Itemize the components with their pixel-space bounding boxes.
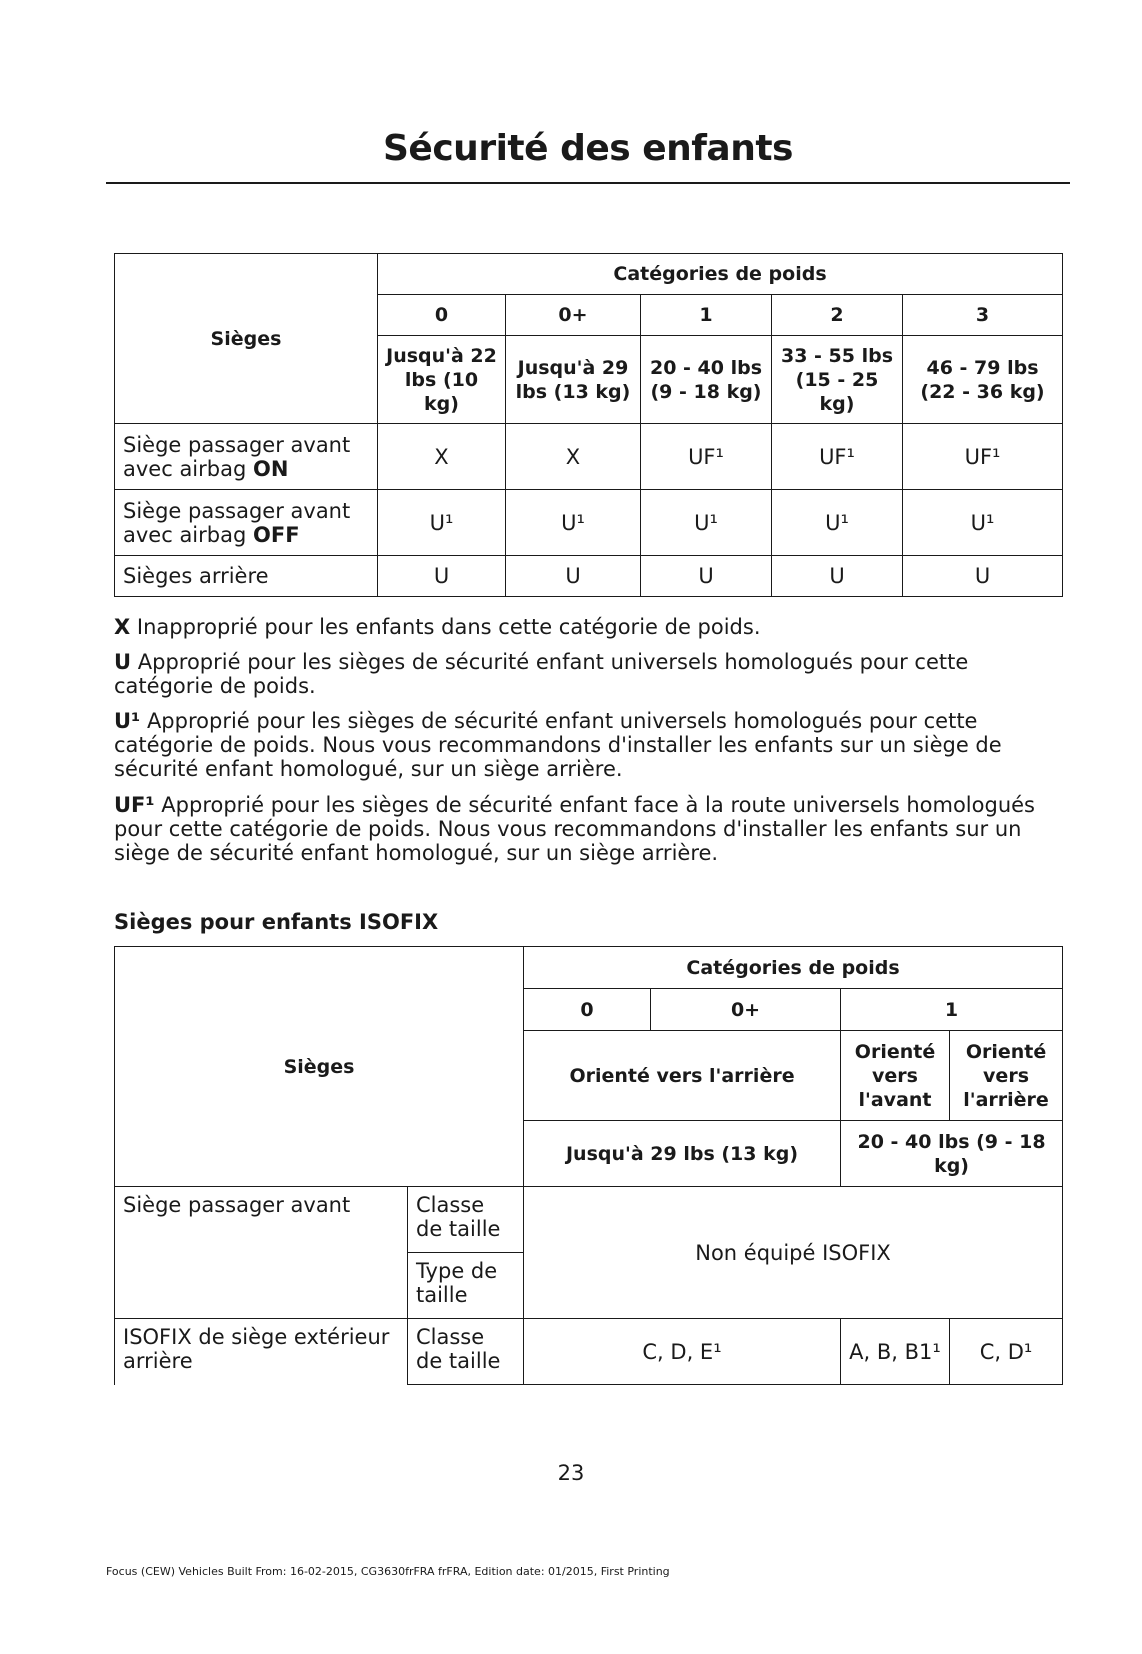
table-cell: U <box>378 556 506 597</box>
table-cell: U <box>641 556 772 597</box>
table-cell: X <box>506 424 641 490</box>
row-label-rear-outboard: ISOFIX de siège extérieur arrière <box>115 1319 408 1385</box>
legend-u: U Approprié pour les sièges de sécurité enfant universels homologués pour cette catégorie de poids. <box>114 650 969 698</box>
table-cell: U <box>772 556 903 597</box>
size-class-label: Classe de taille <box>408 1319 524 1385</box>
rear-facing-header: Orienté vers l'arrière <box>524 1031 841 1121</box>
table-cell: UF¹ <box>641 424 772 490</box>
group-1: 1 <box>641 295 772 336</box>
weight-20-40: 20 - 40 lbs (9 - 18 kg) <box>841 1121 1063 1187</box>
group-3: 3 <box>903 295 1063 336</box>
table-cell: U¹ <box>641 490 772 556</box>
row-label-front-passenger: Siège passager avant <box>115 1187 408 1319</box>
table-cell: U¹ <box>378 490 506 556</box>
size-type-label: Type de taille <box>408 1253 524 1319</box>
isofix-heading: Sièges pour enfants ISOFIX <box>114 910 439 934</box>
legend-u1: U¹ Approprié pour les sièges de sécurité enfant universels homologués pour cette catégorie de poids. Nous vous recommandons d'installer les enfants sur un siège de sécurité enfant homologué, sur un siège arrière. <box>114 709 1002 781</box>
table-cell: X <box>378 424 506 490</box>
table-cell: U¹ <box>772 490 903 556</box>
table-cell: U <box>903 556 1063 597</box>
table-cell: C, D¹ <box>950 1319 1063 1385</box>
group-0: 0 <box>378 295 506 336</box>
row-label: Siège passager avant avec airbag OFF <box>115 490 378 556</box>
rear-facing-g1: Orienté vers l'arrière <box>950 1031 1063 1121</box>
group-2: 2 <box>772 295 903 336</box>
table-row <box>115 490 1063 556</box>
row-label: Sièges arrière <box>115 556 378 597</box>
weight-up-to-29: Jusqu'à 29 lbs (13 kg) <box>524 1121 841 1187</box>
isofix-seats-header: Sièges <box>115 947 524 1187</box>
page-title: Sécurité des enfants <box>383 128 793 169</box>
table-cell: UF¹ <box>903 424 1063 490</box>
weight-group-0plus: Jusqu'à 29 lbs (13 kg) <box>506 336 641 424</box>
isofix-table <box>114 946 1063 1385</box>
table-cell: C, D, E¹ <box>524 1319 841 1385</box>
table-cell: U¹ <box>506 490 641 556</box>
table-cell: A, B, B1¹ <box>841 1319 950 1385</box>
weight-categories-header: Catégories de poids <box>378 254 1063 295</box>
weight-group-3: 46 - 79 lbs (22 - 36 kg) <box>903 336 1063 424</box>
weight-group-1: 20 - 40 lbs (9 - 18 kg) <box>641 336 772 424</box>
isofix-group-0plus: 0+ <box>651 989 841 1031</box>
row-label: Siège passager avant avec airbag ON <box>115 424 378 490</box>
table-cell: U¹ <box>903 490 1063 556</box>
page-number: 23 <box>557 1461 585 1485</box>
table-cell: U <box>506 556 641 597</box>
legend-uf1: UF¹ Approprié pour les sièges de sécurité enfant face à la route universels homologués pour cette catégorie de poids. Nous vous recommandons d'installer les enfants sur un siège de sécurité enfant homologué, sur un siège arrière. <box>114 793 1035 865</box>
isofix-group-0: 0 <box>524 989 651 1031</box>
forward-facing-g1: Orienté vers l'avant <box>841 1031 950 1121</box>
weight-group-0: Jusqu'à 22 lbs (10 kg) <box>378 336 506 424</box>
title-divider <box>106 182 1070 184</box>
weight-group-2: 33 - 55 lbs (15 - 25 kg) <box>772 336 903 424</box>
table-row <box>115 1319 1063 1385</box>
not-equipped-isofix: Non équipé ISOFIX <box>524 1187 1063 1319</box>
legend-x: X Inapproprié pour les enfants dans cette catégorie de poids. <box>114 615 761 639</box>
size-class-label: Classe de taille <box>408 1187 524 1253</box>
table-row <box>115 1187 1063 1253</box>
isofix-weight-header: Catégories de poids <box>524 947 1063 989</box>
table-row <box>115 424 1063 490</box>
table-cell: UF¹ <box>772 424 903 490</box>
group-0plus: 0+ <box>506 295 641 336</box>
footer: Focus (CEW) Vehicles Built From: 16-02-2015, CG3630frFRA frFRA, Edition date: 01/2015, First Printing <box>106 1565 670 1578</box>
table-row <box>115 556 1063 597</box>
seats-header: Sièges <box>115 254 378 424</box>
isofix-group-1: 1 <box>841 989 1063 1031</box>
weight-category-table <box>114 253 1063 597</box>
